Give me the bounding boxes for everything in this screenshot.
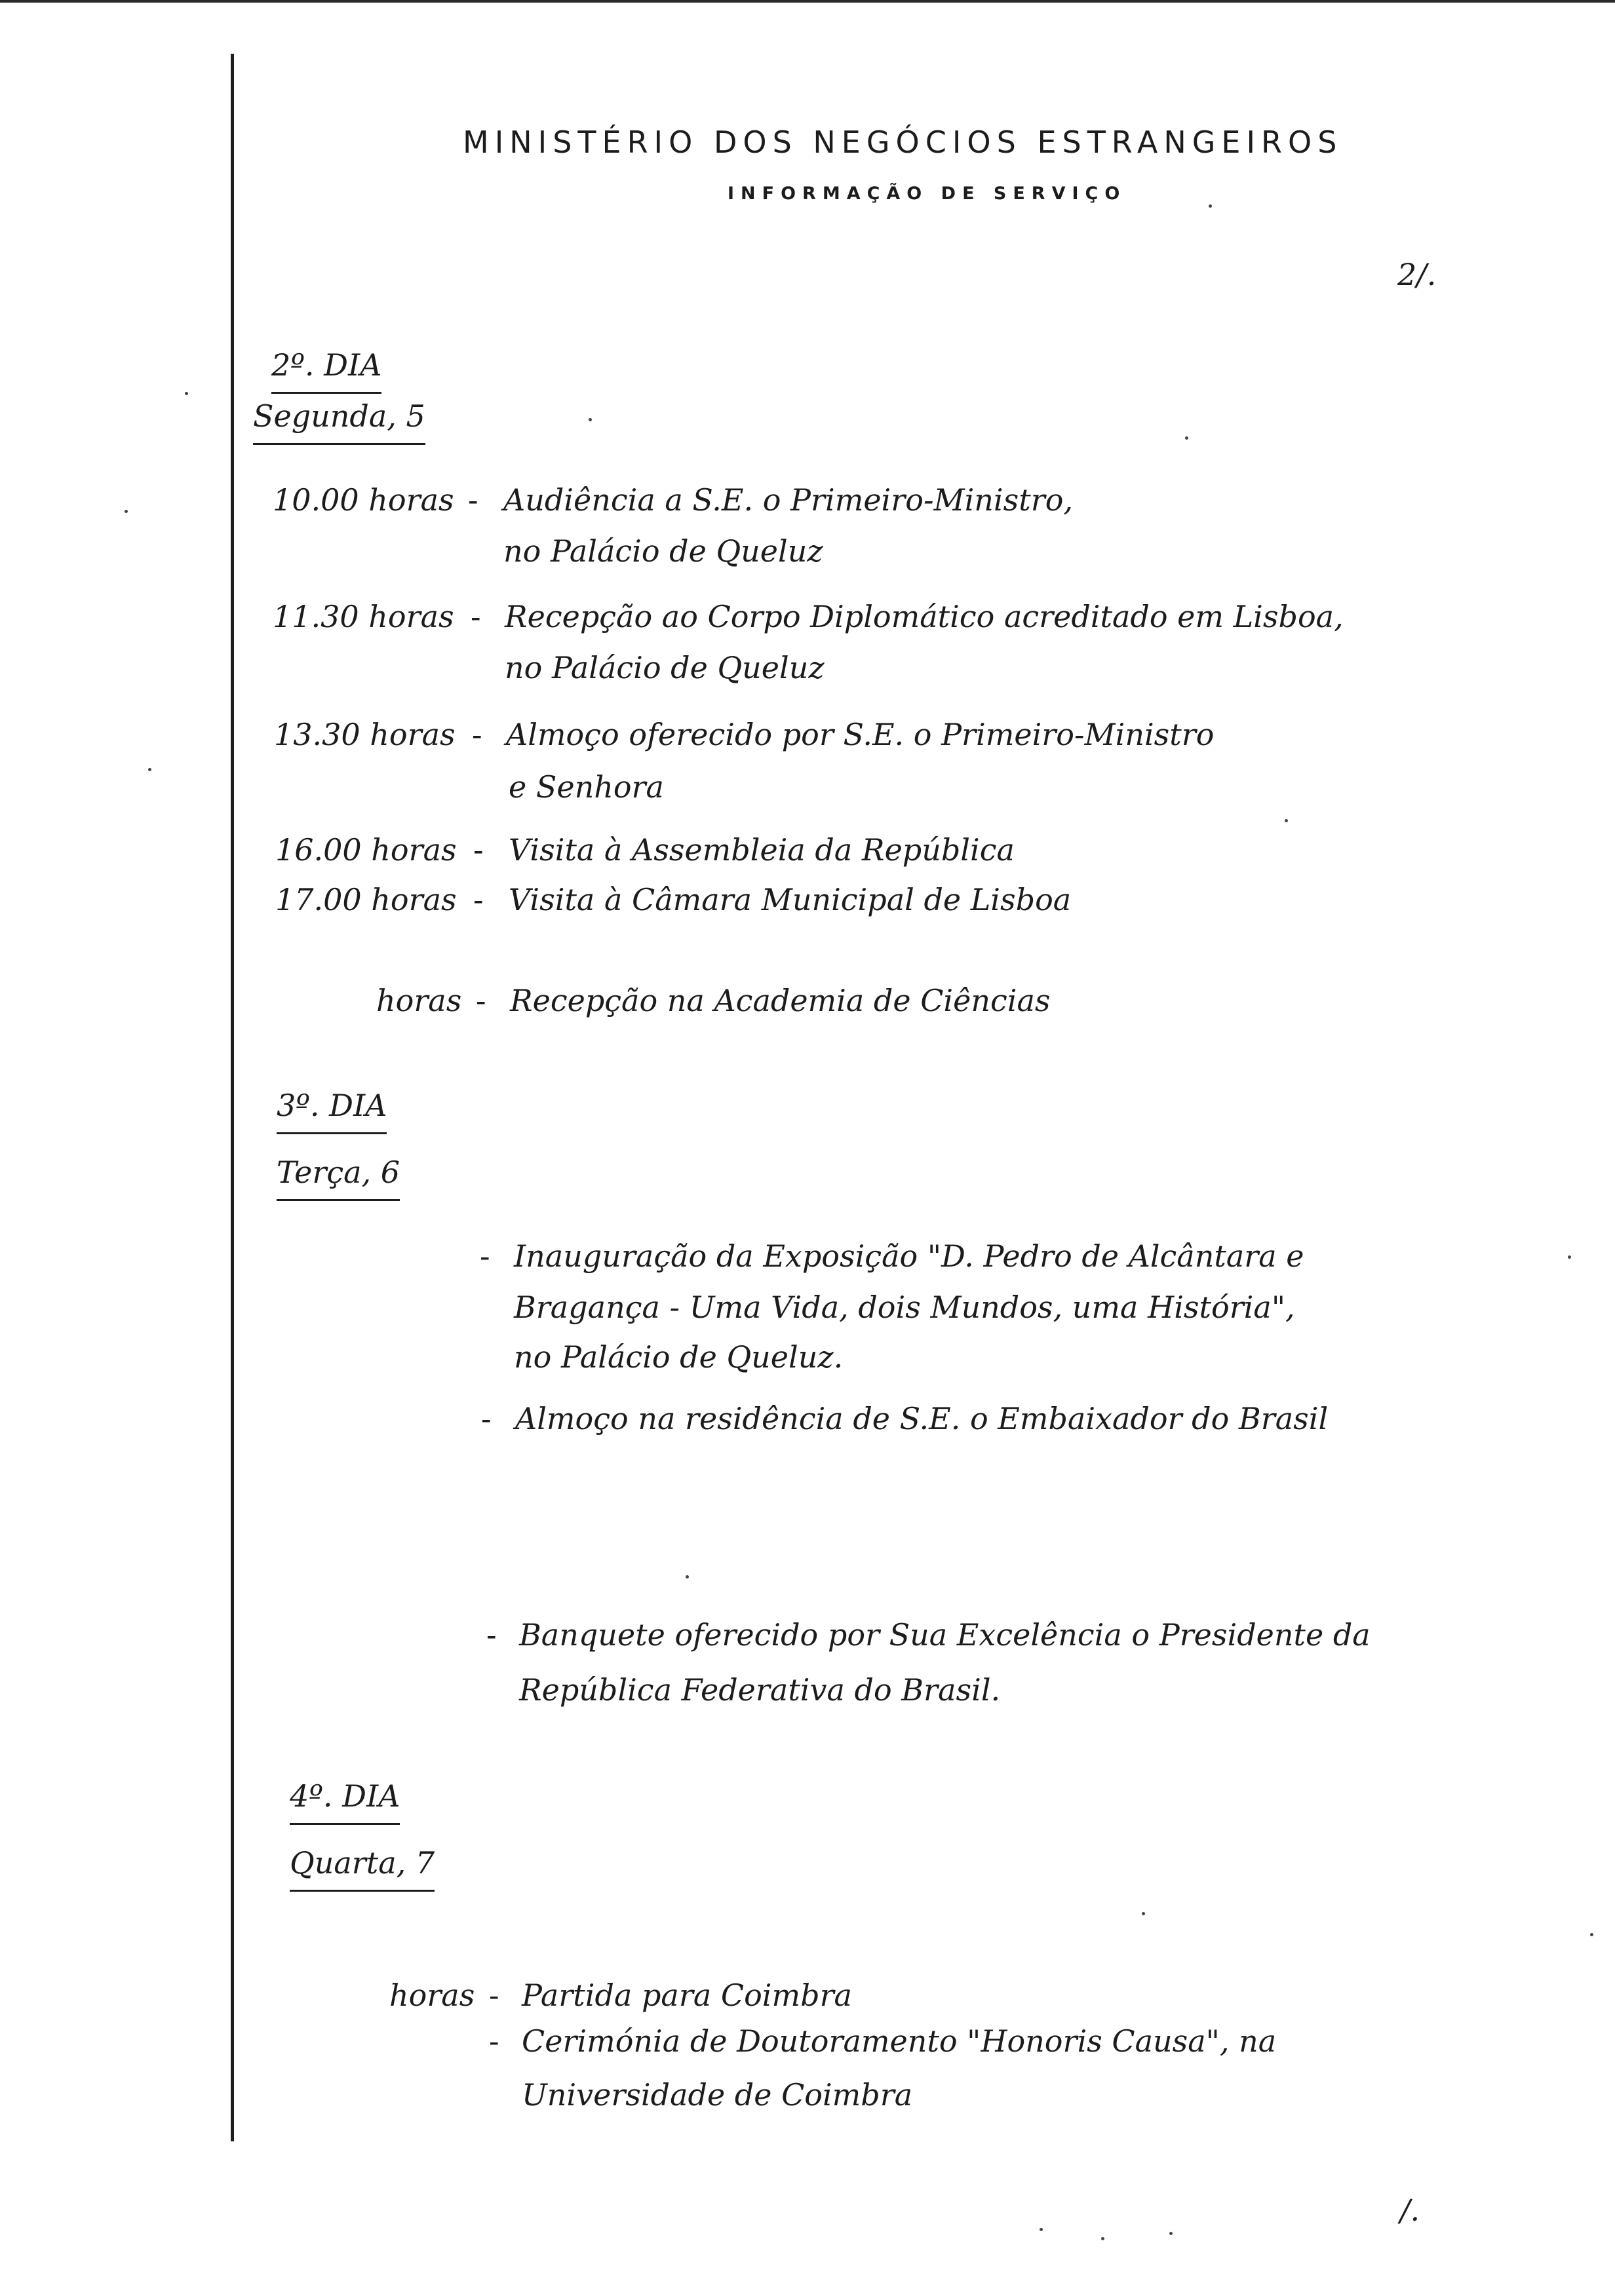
day3-date: Terça, 6	[277, 1157, 400, 1187]
day4-entry2-line2: Universidade de Coimbra	[522, 2077, 913, 2113]
day2-entry2-time: 11.30 horas	[273, 599, 454, 634]
day3-entry1-line3: no Palácio de Queluz.	[514, 1339, 844, 1375]
scan-speck	[1285, 819, 1288, 822]
day2-entry2-line2: no Palácio de Queluz	[505, 650, 825, 685]
scan-speck	[1590, 1933, 1593, 1936]
day3-entry1-line1: Inauguração da Exposição "D. Pedro de Alcântara e	[514, 1238, 1304, 1274]
entry-dash: -	[476, 983, 486, 1018]
scan-speck	[1185, 436, 1188, 440]
top-edge-rule	[0, 0, 1615, 3]
ministry-heading: MINISTÉRIO DOS NEGÓCIOS ESTRANGEIROS	[463, 124, 1343, 160]
scan-speck	[686, 1575, 689, 1578]
scan-speck	[1568, 1255, 1571, 1259]
entry-dash: -	[489, 2023, 499, 2059]
day2-entry3-line2: e Senhora	[509, 769, 664, 805]
entry-dash: -	[473, 882, 484, 917]
day3-title: 3º. DIA	[277, 1090, 387, 1120]
day4-entry1-time: horas	[389, 1978, 475, 2013]
day2-entry1-line2: no Palácio de Queluz	[503, 533, 823, 569]
scan-speck	[125, 510, 128, 513]
scan-speck	[589, 418, 592, 421]
day4-entry1-line1: Partida para Coimbra	[522, 1978, 852, 2013]
day3-entry3-line2: República Federativa do Brasil.	[519, 1672, 1001, 1708]
day3-entry2-line1: Almoço na residência de S.E. o Embaixador do Brasil	[515, 1401, 1329, 1436]
day2-entry3-time: 13.30 horas	[274, 717, 456, 752]
entry-dash: -	[486, 1617, 497, 1653]
day2-entry5-time: 17.00 horas	[275, 882, 457, 917]
entry-dash: -	[473, 832, 484, 868]
day2-entry5-line1: Visita à Câmara Municipal de Lisboa	[509, 882, 1072, 917]
day2-title: 2º. DIA	[271, 350, 381, 380]
scan-speck	[1209, 204, 1212, 208]
page-number: 2/.	[1397, 257, 1437, 292]
day2-entry6-line1: Recepção na Academia de Ciências	[510, 983, 1051, 1018]
day2-date: Segunda, 5	[253, 401, 425, 431]
day4-entry2-line1: Cerimónia de Doutoramento "Honoris Causa", na	[522, 2023, 1277, 2059]
scan-speck	[1101, 2237, 1104, 2240]
day3-entry3-line1: Banquete oferecido por Sua Excelência o Presidente da	[519, 1617, 1371, 1653]
day2-entry4-time: 16.00 horas	[275, 832, 457, 868]
day4-title: 4º. DIA	[290, 1781, 400, 1811]
continuation-mark: /.	[1400, 2192, 1420, 2228]
scan-speck	[185, 392, 188, 395]
day2-entry2-line1: Recepção ao Corpo Diplomático acreditado em Lisboa,	[505, 599, 1344, 634]
day2-entry6-time: horas	[376, 983, 462, 1018]
entry-dash: -	[471, 599, 481, 634]
day3-entry1-line2: Bragança - Uma Vida, dois Mundos, uma História",	[514, 1290, 1295, 1325]
entry-dash: -	[481, 1401, 492, 1436]
scan-speck	[1169, 2232, 1173, 2235]
scan-speck	[1040, 2228, 1043, 2231]
margin-line	[231, 54, 234, 2141]
entry-dash: -	[489, 1978, 499, 2013]
day2-entry4-line1: Visita à Assembleia da República	[509, 832, 1015, 868]
day2-entry1-time: 10.00 horas	[273, 482, 454, 518]
service-subheading: INFORMAÇÃO DE SERVIÇO	[728, 183, 1127, 204]
entry-dash: -	[480, 1238, 490, 1274]
entry-dash: -	[472, 717, 482, 752]
day2-entry1-line1: Audiência a S.E. o Primeiro-Ministro,	[503, 482, 1074, 518]
day2-entry3-line1: Almoço oferecido por S.E. o Primeiro-Ministro	[506, 717, 1215, 752]
scan-speck	[1142, 1912, 1145, 1915]
scan-speck	[148, 768, 151, 771]
day4-date: Quarta, 7	[290, 1848, 435, 1878]
entry-dash: -	[468, 482, 478, 518]
